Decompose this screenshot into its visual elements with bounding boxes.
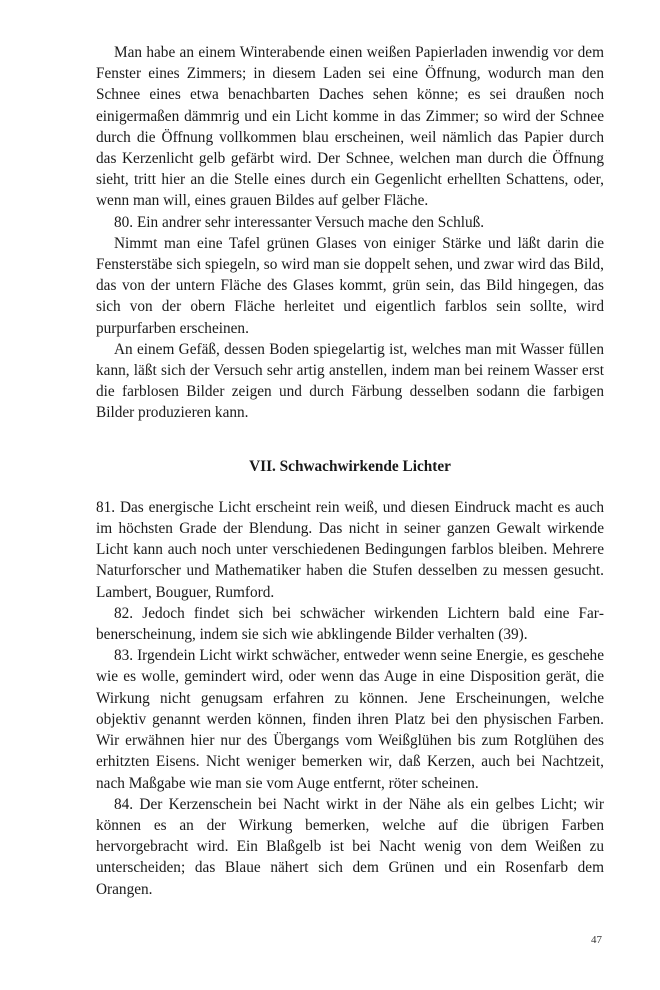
- paragraph: 80. Ein andrer sehr interessanter Versuch mache den Schluß.: [114, 213, 485, 231]
- paragraph: 84. Der Kerzenschein bei Nacht wirkt in der Nähe als ein gelbes Licht; wir können es an der Wirkung bemerken, welche auf die übrigen Farben hervorgebracht wird. Ein Blaßgelb ist bei Nacht wenig von dem Weißen zu unterscheiden; das Blaue nähert sich dem Grünen und ein Rosenfarb dem Orangen.: [96, 795, 604, 898]
- paragraph: 81. Das energische Licht erscheint rein weiß, und diesen Eindruck macht es auch im höchsten Grade der Blendung. Das nicht in seiner ganzen Gewalt wirkende Licht kann auch noch unter verschiedenen Bedingungen farblos bleiben. Mehrere Naturforscher und Mathematiker haben die Stufen desselben zu messen gesucht. Lambert, Bouguer, Rumford.: [96, 498, 604, 601]
- section-heading: VII. Schwachwirkende Lichter: [249, 457, 451, 475]
- paragraph: Nimmt man eine Tafel grünen Glases von einiger Stärke und läßt darin die Fensterstäbe sich spiegeln, so wird man sie doppelt sehen, und zwar wird das Bild, das von der untern Fläche des Glases kommt, grün sein, das Bild hingegen, das sich von der obern Fläche herleitet und eigentlich farblos sein sollte, wird purpurfarben erscheinen.: [96, 234, 604, 337]
- paragraph: 83. Irgendein Licht wirkt schwächer, entweder wenn seine Energie, es geschehe wie es wolle, gemindert wird, oder wenn das Auge in eine Disposition gerät, die Wirkung nicht genugsam erfahren zu können. Jene Erscheinungen, welche objektiv genannt werden können, finden ihren Platz bei den physischen Farben. Wir erwähnen hier nur des Übergangs vom Weißglühen bis zum Rotglühen des erhitzten Eisens. Nicht weniger bemerken wir, daß Kerzen, auch bei Nachtzeit, nach Maßgabe wie man sie vom Auge entfernt, röter scheinen.: [96, 647, 604, 792]
- paragraph: An einem Gefäß, dessen Boden spiegelartig ist, welches man mit Wasser füllen kann, läßt sich der Versuch sehr artig anstellen, indem man bei reinem Wasser erst die farblosen Bilder zeigen und durch Färbung desselben sodann die farbigen Bilder produzieren kann.: [96, 340, 604, 422]
- page-body: [96, 42, 604, 900]
- paragraph: Man habe an einem Winterabende einen weißen Papierladen inwendig vor dem Fenster eines Zimmers; in diesem Laden sei eine Öffnung, wodurch man den Schnee eines etwa benachbarten Daches sehen könne; es sei draußen noch einigermaßen dämmrig und ein Licht komme in das Zimmer; so wird der Schnee durch die Öffnung vollkommen blau erscheinen, weil nämlich das Papier durch das Kerzenlicht gelb gefärbt wird. Der Schnee, welchen man durch die Öffnung sieht, tritt hier an die Stelle eines durch ein Gegenlicht erhellten Schattens, oder, wenn man will, eines grauen Bildes auf gelber Fläche.: [96, 44, 604, 210]
- paragraph: 82. Jedoch findet sich bei schwächer wirkenden Lichtern bald eine Farbenerscheinung, indem sie sich wie abklingende Bilder verhalten (39).: [96, 604, 604, 644]
- page-number: 47: [591, 934, 602, 946]
